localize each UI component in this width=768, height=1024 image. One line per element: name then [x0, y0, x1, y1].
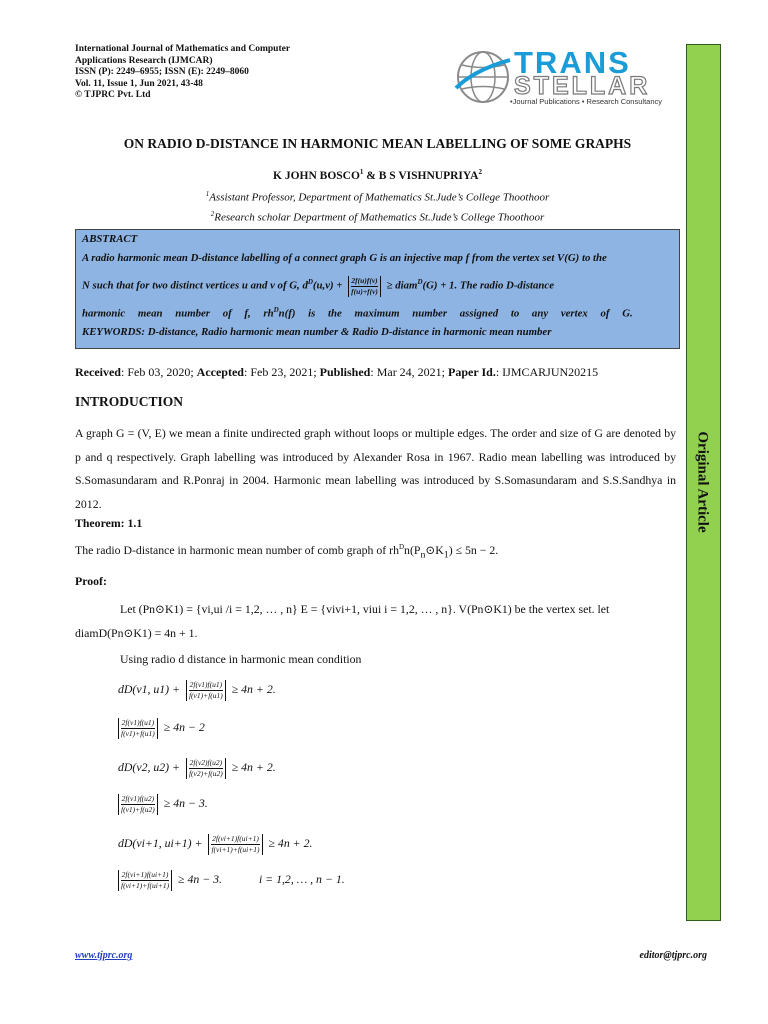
paperid-label: Paper Id. — [448, 365, 496, 379]
theorem-statement-c: ⊙K — [425, 543, 444, 557]
journal-name-line2: Applications Research (IJMCAR) — [75, 55, 213, 66]
affiliation-1 — [75, 190, 680, 204]
equation-6-den: f(vi+1)+f(ui+1) — [121, 881, 170, 890]
equation-1-rhs: ≥ 4n + 2. — [231, 682, 276, 697]
theorem-statement-d: ) ≤ 5n − 2. — [448, 543, 499, 557]
article-type-label: Original Article — [694, 431, 711, 533]
author-2-sup: 2 — [478, 168, 482, 176]
equation-4-den: f(v1)+f(u2) — [121, 805, 155, 814]
journal-volume: Vol. 11, Issue 1, Jun 2021, 43-48 — [75, 78, 203, 89]
abstract-line-3a: harmonic mean number of f, rh — [82, 307, 274, 320]
equation-6 — [118, 870, 345, 891]
equation-6-range: i = 1,2, … , n − 1. — [258, 872, 345, 887]
equation-2-den: f(v1)+f(u1) — [121, 729, 155, 738]
proof-line-3: Using radio d distance in harmonic mean condition — [120, 652, 362, 666]
footer-email: editor@tjprc.org — [639, 950, 707, 961]
equation-3-fraction — [186, 758, 226, 779]
equation-1-den: f(v1)+f(u1) — [188, 691, 223, 700]
paper-id: : IJMCARJUN20215 — [495, 365, 599, 379]
equation-3-num: 2f(v2)f(u2) — [189, 758, 223, 767]
published-label: Published — [319, 365, 371, 379]
footer-website-link[interactable]: www.tjprc.org — [75, 950, 133, 961]
affiliation-1-text: Assistant Professor, Department of Mathematics St.Jude’s College Thoothoor — [209, 191, 550, 204]
globe-icon — [454, 48, 512, 106]
equation-5-den: f(vi+1)+f(ui+1) — [211, 845, 260, 854]
journal-copyright: © TJPRC Pvt. Ltd — [75, 90, 151, 100]
introduction-paragraph: A graph G = (V, E) we mean a finite undirected graph without loops or multiple edges. The order and size of G are denoted by p and q respectively. Graph labelling was introduced by Alexander Rosa in 1967. Radio mean labelling was introduced by S.Somasundaram and R.Ponraj in 2004. Harmonic mean labelling was introduced by S.Somasundaram and S.S.Sandhya in 2012. — [75, 426, 676, 511]
equation-3-lhs: dD(v2, u2) + — [118, 760, 181, 775]
abstract-line-2: N such that for two distinct vertices u and v of G, $d^D(u,v)$ + $\frac{2f(u)f(v)}{f(u)+f(v)}$ ≥ diam$^D$(G) + 1. The radio D-distance — [82, 275, 555, 296]
theorem-statement: The radio D-distance in harmonic mean number of comb graph of $rh^Dn(P_n⊙K_1) \le 5n - 2$. — [75, 543, 499, 561]
journal-name-line1: International Journal of Mathematics and Computer — [75, 44, 291, 54]
received-label: Received — [75, 365, 121, 379]
affiliation-2 — [75, 210, 680, 224]
equation-4-num: 2f(v1)f(u2) — [121, 794, 155, 803]
equation-4-rhs: ≥ 4n − 3. — [163, 796, 208, 811]
equation-1-num: 2f(v1)f(u1) — [189, 680, 223, 689]
equation-4 — [118, 794, 208, 815]
equation-6-rhs: ≥ 4n − 3. — [178, 872, 222, 887]
abstract-fraction-num: 2f(u)f(v) — [351, 275, 378, 285]
affiliation-2-text: Research scholar Department of Mathematics St.Jude’s College Thoothoor — [214, 211, 545, 224]
equation-2-fraction — [118, 718, 158, 739]
logo-word-trans: TRANS — [514, 45, 631, 80]
equation-3-rhs: ≥ 4n + 2. — [231, 760, 276, 775]
transstellar-logo — [452, 42, 682, 112]
journal-issn: ISSN (P): 2249–6955; ISSN (E): 2249–8060 — [75, 67, 249, 77]
equation-2 — [118, 718, 205, 739]
paper-title: ON RADIO D-DISTANCE IN HARMONIC MEAN LABELLING OF SOME GRAPHS — [123, 136, 632, 151]
published-date: : Mar 24, 2021; — [370, 365, 449, 379]
abstract-heading: ABSTRACT — [82, 233, 138, 245]
abstract-line-2c: ≥ diam — [386, 279, 418, 292]
proof-line-2: diamD(Pn⊙K1) = 4n + 1. — [75, 626, 198, 640]
equation-3 — [118, 758, 276, 779]
received-date: : Feb 03, 2020; — [120, 365, 197, 379]
abstract-keywords: KEYWORDS: D-distance, Radio harmonic mean number & Radio D-distance in harmonic mean number — [82, 326, 552, 339]
theorem-heading: Theorem: 1.1 — [75, 516, 143, 530]
abstract-line-2a: N such that for two distinct vertices u and v of G, d — [82, 279, 308, 292]
equation-1-lhs: dD(v1, u1) + — [118, 682, 181, 697]
logo-tagline: •Journal Publications • Research Consultancy — [510, 97, 662, 106]
affiliation-1-sup: 1 — [205, 190, 210, 198]
affiliation-2-sup: 2 — [210, 210, 215, 218]
abstract-line-1: A radio harmonic mean D-distance labelling of a connect graph G is an injective map f from the vertex set V(G) to the — [82, 252, 607, 264]
logo-word-stellar: STELLAR — [514, 72, 651, 100]
equation-5-rhs: ≥ 4n + 2. — [268, 836, 313, 851]
equation-1 — [118, 680, 276, 701]
abstract-line-2d: (G) + 1. The radio D-distance — [422, 279, 555, 292]
equation-2-num: 2f(v1)f(u1) — [121, 718, 155, 727]
abstract-line-3b: n(f) is the maximum number assigned to any vertex of G. — [278, 307, 633, 320]
paper-dates — [75, 365, 598, 380]
abstract-box — [75, 229, 680, 349]
equation-5-num: 2f(vi+1)f(ui+1) — [212, 834, 259, 843]
author-separator: & — [363, 169, 379, 182]
equation-6-fraction — [118, 870, 172, 891]
equation-3-den: f(v2)+f(u2) — [188, 769, 223, 778]
accepted-date: : Feb 23, 2021; — [243, 365, 320, 379]
journal-info — [75, 44, 290, 102]
equation-2-rhs: ≥ 4n − 2 — [163, 720, 205, 735]
introduction-heading: INTRODUCTION — [75, 394, 184, 409]
accepted-label: Accepted — [196, 365, 244, 379]
theorem-statement-a: The radio D-distance in harmonic mean number of comb graph of rh — [75, 543, 399, 557]
equation-5 — [118, 834, 312, 855]
proof-heading: Proof: — [75, 574, 107, 588]
equation-6-num: 2f(vi+1)f(ui+1) — [121, 870, 169, 879]
equation-4-fraction — [118, 794, 158, 815]
paper-authors — [75, 168, 680, 182]
author-1-sup: 1 — [359, 168, 364, 176]
abstract-fraction — [348, 276, 381, 297]
abstract-line-3: harmonic mean number of f, $rh^Dn(f)$ is the maximum number assigned to any vertex of G. — [82, 305, 633, 320]
theorem-statement-b: n(P — [404, 543, 421, 557]
equation-5-fraction — [208, 834, 262, 855]
equation-1-fraction — [186, 680, 226, 701]
author-1: K JOHN BOSCO — [273, 169, 360, 182]
author-2: B S VISHNUPRIYA — [378, 169, 479, 182]
equation-5-lhs: dD(vi+1, ui+1) + — [118, 836, 203, 851]
abstract-fraction-den: f(u)+f(v) — [351, 286, 378, 296]
proof-line-1: Let (Pn⊙K1) = {vi,ui /i = 1,2, … , n} E = {vivi+1, viui i = 1,2, … , n}. V(Pn⊙K1) be the vertex set. let — [120, 602, 610, 616]
abstract-line-2b: (u,v) + — [312, 279, 343, 292]
